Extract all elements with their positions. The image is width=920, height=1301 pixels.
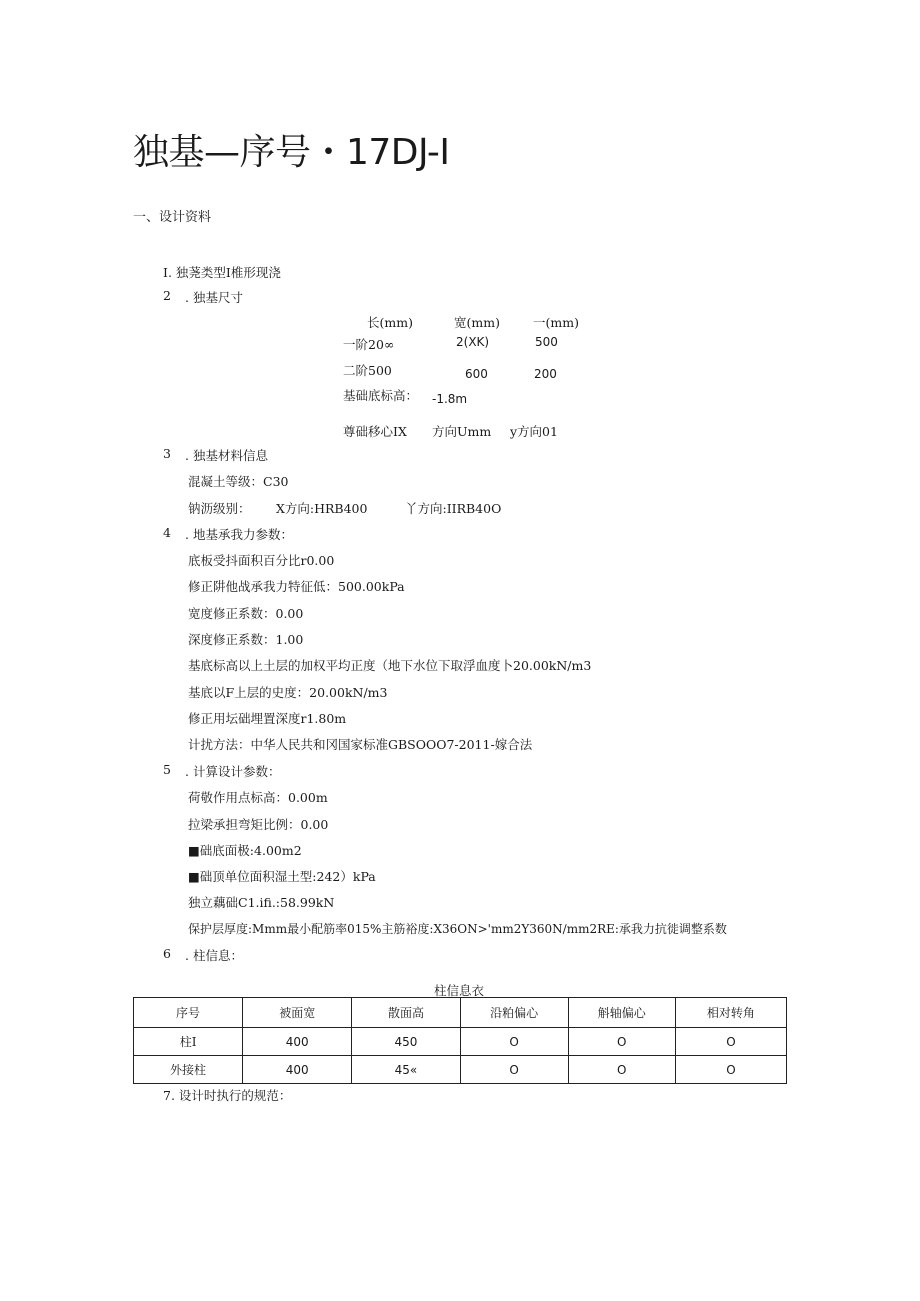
item-4-number: 4 — [163, 525, 171, 540]
item-4-heading: . 地基承我力参数： — [185, 527, 293, 542]
item-5-number: 5 — [163, 762, 171, 777]
step1-height: 500 — [535, 335, 558, 349]
table-cell: 450 — [352, 1028, 460, 1056]
rebar-x-direction: X方向:HRB400 — [276, 501, 368, 516]
item-3-number: 3 — [163, 446, 171, 461]
table-header-row — [134, 998, 787, 1028]
bearing-param-5: 基底标高以上土层的加权平均正度（地下水位下取浮血度卜20.00kN∕m3 — [188, 658, 592, 673]
calc-param-5: 独立藕础C1.ifi.:58.99kN — [188, 895, 335, 910]
table-row — [134, 1056, 787, 1084]
table-cell: 400 — [243, 1056, 352, 1084]
calc-param-4: ■础顶单位面积湿土型:242）kPa — [188, 869, 376, 884]
header-cell-rotation: 相对转角 — [675, 998, 786, 1028]
table-cell: O — [460, 1028, 568, 1056]
item-2-heading: . 独基尺寸 — [185, 290, 243, 305]
header-cell-ecc-b: 斛轴偏心 — [568, 998, 675, 1028]
table-cell: 柱I — [134, 1028, 243, 1056]
header-cell-width: 被面宽 — [243, 998, 352, 1028]
step1-width: 2(XK) — [456, 335, 490, 349]
dim-header-height: 一(mm) — [533, 315, 579, 330]
rebar-y-direction: 丫方向:IIRB40O — [405, 501, 502, 516]
item-1-foundation-type: I. 独荛类型I椎形现浇 — [163, 265, 281, 280]
table-cell: 400 — [243, 1028, 352, 1056]
table-row — [134, 1028, 787, 1056]
header-cell-index: 序号 — [134, 998, 243, 1028]
column-table-caption: 柱信息衣 — [434, 983, 485, 998]
eccentricity-label: 尊础移心IX — [343, 424, 407, 439]
eccentricity-x: 方向Umm — [432, 424, 492, 439]
table-cell: O — [568, 1056, 675, 1084]
header-cell-ecc-a: 沿粕偏心 — [460, 998, 568, 1028]
calc-param-2: 拉梁承担弯矩比例：0.00 — [188, 817, 329, 832]
eccentricity-y: y方向01 — [510, 424, 558, 439]
table-cell: 45« — [352, 1056, 460, 1084]
step2-label: 二阶500 — [343, 363, 392, 378]
table-cell: O — [460, 1056, 568, 1084]
calc-param-3: ■础底面极:4.00m2 — [188, 843, 302, 858]
column-info-table — [133, 997, 787, 1084]
calc-param-6: 保护层厚度:Mmm最小配筋率015%主筋裕度:X36ON>'mm2Y360N∕mm2RE:承我力抗徙调整系数 — [188, 922, 727, 936]
bearing-param-4: 深度修正系数：1.00 — [188, 632, 304, 647]
item-3-heading: . 独基材料信息 — [185, 448, 268, 463]
header-cell-height: 散面高 — [352, 998, 460, 1028]
step1-label: 一阶20∞ — [343, 337, 395, 352]
base-elevation-label: 基础底标高： — [343, 388, 419, 403]
calc-param-1: 荷敬作用点标高：0.00m — [188, 790, 328, 805]
item-2-number: 2 — [163, 288, 171, 303]
step2-width: 600 — [465, 367, 488, 381]
table-cell: O — [675, 1028, 786, 1056]
dim-header-width: 宽(mm) — [454, 315, 500, 330]
bearing-param-1: 底板受抖面积百分比r0.00 — [188, 553, 335, 568]
bearing-param-2: 修正阱他战承我力特征低：500.00kPa — [188, 579, 405, 594]
page-title: 独基—序号・17DJ-I — [133, 132, 450, 173]
table-cell: O — [675, 1056, 786, 1084]
bearing-param-6: 基底以F上层的史度：20.00kN∕m3 — [188, 685, 388, 700]
bearing-param-7: 修正用坛础埋置深度r1.80m — [188, 711, 347, 726]
section-heading-design-data: 一、设计资料 — [133, 210, 212, 225]
item-6-heading: . 柱信息： — [185, 948, 243, 963]
item-5-heading: . 计算设计参数： — [185, 764, 281, 779]
concrete-grade: 混凝土等级：C30 — [188, 474, 289, 489]
item-7-heading: 7. 设计时执行的规范： — [163, 1088, 292, 1103]
item-6-number: 6 — [163, 946, 171, 961]
table-cell: O — [568, 1028, 675, 1056]
base-elevation-value: -1.8m — [432, 392, 468, 406]
dim-header-length: 长(mm) — [367, 315, 413, 330]
bearing-param-8: 计扰方法：中华人民共和冈国家标准GBSOOO7-2011-嫁合法 — [188, 737, 533, 752]
table-cell: 外接柱 — [134, 1056, 243, 1084]
rebar-grade-label: 钠沥级别： — [188, 501, 251, 516]
bearing-param-3: 宽度修正系数：0.00 — [188, 606, 304, 621]
step2-height: 200 — [534, 367, 557, 381]
